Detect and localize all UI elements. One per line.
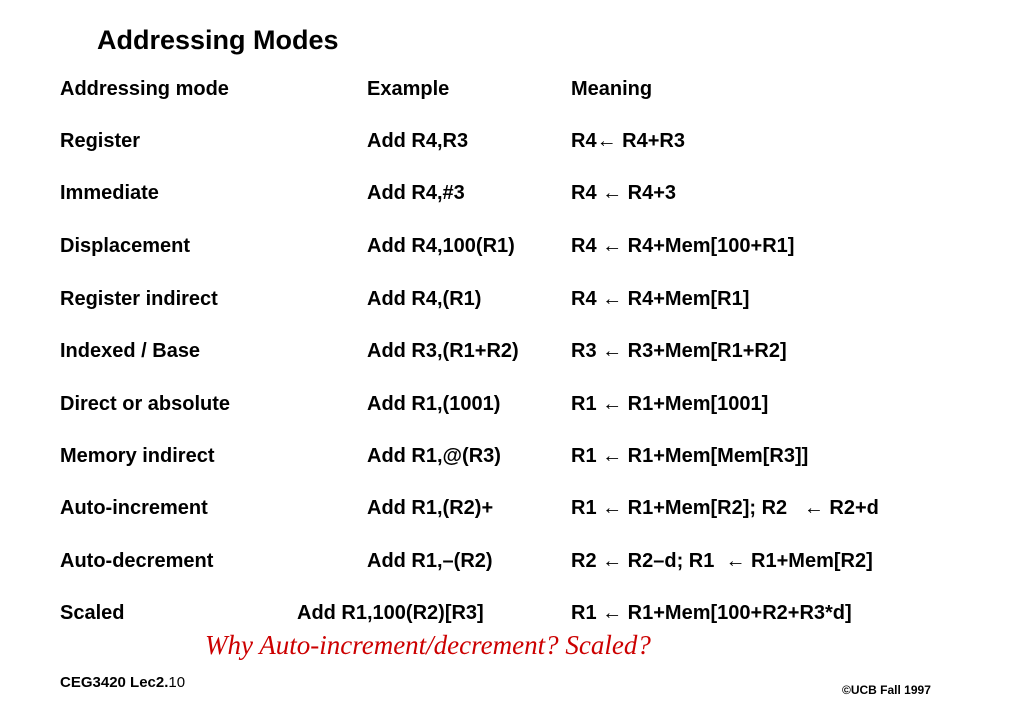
row-example: Add R4,100(R1) <box>367 235 515 257</box>
header-meaning: Meaning <box>571 78 653 100</box>
row-mode: Register <box>60 130 141 152</box>
page-title: Addressing Modes <box>97 25 339 55</box>
row-example: Add R1,–(R2) <box>367 550 493 572</box>
row-meaning: R4 ← R4+3 <box>571 182 677 204</box>
footer-copyright: ©UCB Fall 1997 <box>842 683 931 697</box>
page-number: 10 <box>168 674 186 691</box>
header-example: Example <box>367 78 450 100</box>
row-meaning: R4 ← R4+Mem[100+R1] <box>571 235 795 257</box>
footer-course <box>60 674 185 691</box>
row-meaning: R3 ← R3+Mem[R1+R2] <box>571 340 787 362</box>
row-mode: Auto-increment <box>60 497 208 519</box>
row-example: Add R1,(1001) <box>367 393 501 415</box>
row-mode: Direct or absolute <box>60 393 231 415</box>
row-example: Add R1,100(R2)[R3] <box>297 602 484 624</box>
row-example: Add R1,@(R3) <box>367 445 501 467</box>
row-meaning: R1 ← R1+Mem[1001] <box>571 393 769 415</box>
row-meaning: R4 ← R4+Mem[R1] <box>571 288 750 310</box>
row-mode: Auto-decrement <box>60 550 214 572</box>
row-mode: Indexed / Base <box>60 340 201 362</box>
row-meaning: R1 ← R1+Mem[Mem[R3]] <box>571 445 809 467</box>
row-mode: Scaled <box>60 602 125 624</box>
row-mode: Immediate <box>60 182 159 204</box>
course-label: CEG3420 Lec2. <box>60 674 169 691</box>
row-mode: Register indirect <box>60 288 218 310</box>
header-mode: Addressing mode <box>60 78 229 100</box>
row-example: Add R4,#3 <box>367 182 465 204</box>
row-meaning: R2 ← R2–d; R1 ← R1+Mem[R2] <box>571 550 873 572</box>
row-meaning: R1 ← R1+Mem[100+R2+R3*d] <box>571 602 852 624</box>
row-mode: Memory indirect <box>60 445 215 467</box>
row-mode: Displacement <box>60 235 191 257</box>
row-example: Add R4,(R1) <box>367 288 482 310</box>
row-example: Add R4,R3 <box>367 130 469 152</box>
row-meaning: R1 ← R1+Mem[R2]; R2 ← R2+d <box>571 497 879 519</box>
row-example: Add R3,(R1+R2) <box>367 340 519 362</box>
annotation-question: Why Auto-increment/decrement? Scaled? <box>205 630 651 660</box>
row-meaning: R4← R4+R3 <box>571 130 685 152</box>
row-example: Add R1,(R2)+ <box>367 497 494 519</box>
